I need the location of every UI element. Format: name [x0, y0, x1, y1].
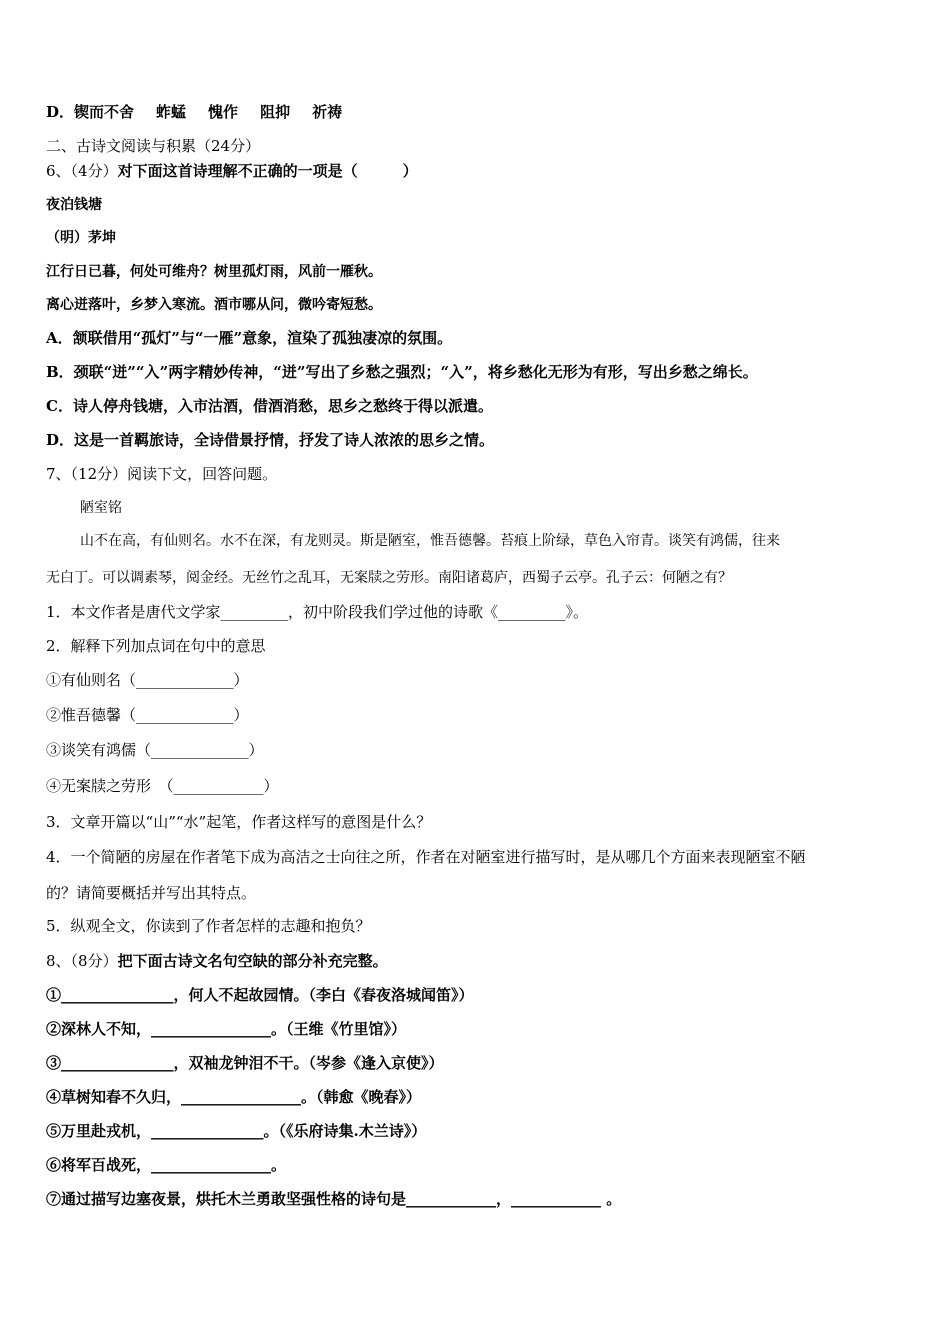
q8-item: ③_______________，双袖龙钟泪不干。（岑参《逢入京使》） — [46, 1054, 444, 1072]
option-label: D． — [46, 103, 75, 121]
q8-item: ②深林人不知，________________。（王维《竹里馆》） — [46, 1020, 407, 1038]
option-word: 阻抑 — [260, 103, 291, 121]
question-number: 8、（8分） — [46, 952, 118, 970]
q7-sub2-item: ②惟吾德馨（_____________） — [46, 706, 249, 724]
question-number: 7、（12分） — [46, 465, 128, 483]
q8-stem — [46, 951, 388, 971]
passage-title: 陋室铭 — [80, 500, 122, 516]
q5-option-d — [46, 102, 342, 122]
question-text: 阅读下文，回答问题。 — [127, 465, 278, 483]
q7-sub2-item: ①有仙则名（_____________） — [46, 671, 249, 689]
question-number: 6、（4分） — [46, 162, 118, 180]
q8-item: ④草树知春不久归，________________。（韩愈《晚春》） — [46, 1088, 422, 1106]
q7-stem — [46, 464, 277, 484]
passage-line: 无白丁。可以调素琴，阅金经。无丝竹之乱耳，无案牍之劳形。南阳诸葛庐，西蜀子云亭。孔子云：何陋之有？ — [46, 570, 732, 586]
q6-option-a: A．颔联借用“孤灯”与“一雁”意象，渲染了孤独凄凉的氛围。 — [46, 329, 453, 347]
q7-sub4: 4．一个简陋的房屋在作者笔下成为高洁之士向往之所，作者在对陋室进行描写时，是从哪几个方面来表现陋室不陋 — [46, 848, 806, 866]
q7-sub5: 5．纵观全文，你读到了作者怎样的志趣和抱负？ — [46, 917, 371, 935]
passage-line: 山不在高，有仙则名。水不在深，有龙则灵。斯是陋室，惟吾德馨。苔痕上阶绿，草色入帘青。谈笑有鸿儒，往来 — [80, 533, 780, 549]
q8-item: ⑥将军百战死，________________。 — [46, 1156, 287, 1174]
q6-option-d: D．这是一首羁旅诗，全诗借景抒情，抒发了诗人浓浓的思乡之情。 — [46, 431, 495, 449]
q7-sub2-item: ③谈笑有鸿儒（_____________） — [46, 741, 264, 759]
q8-item: ⑤万里赴戎机，_______________。（《乐府诗集.木兰诗》） — [46, 1122, 427, 1140]
poem-line: 离心迸落叶，乡梦入寒流。酒市哪从问，微吟寄短愁。 — [46, 297, 382, 313]
q6-option-b: B．颈联“迸”“入”两字精妙传神，“迸”写出了乡愁之强烈；“入”，将乡愁化无形为有形，写出乡愁之绵长。 — [46, 363, 758, 381]
poem-title: 夜泊钱塘 — [46, 197, 102, 213]
question-text: 对下面这首诗理解不正确的一项是（ ） — [117, 162, 418, 180]
q7-sub1: 1．本文作者是唐代文学家_________，初中阶段我们学过他的诗歌《_________》。 — [46, 603, 589, 621]
option-word: 锲而不舍 — [74, 103, 135, 121]
question-text: 把下面古诗文名句空缺的部分补充完整。 — [117, 952, 388, 970]
q7-sub4-cont: 的？请简要概括并写出其特点。 — [46, 884, 257, 902]
poem-author: （明）茅坤 — [46, 230, 116, 246]
q6-option-c: C．诗人停舟钱塘，入市沽酒，借酒消愁，思乡之愁终于得以派遣。 — [46, 397, 493, 415]
q8-item: ⑦通过描写边塞夜景，烘托木兰勇敢坚强性格的诗句是____________，____________ 。 — [46, 1190, 622, 1208]
section-heading: 二、古诗文阅读与积累（24分） — [46, 137, 261, 155]
q7-sub3: 3．文章开篇以“山”“水”起笔，作者这样写的意图是什么？ — [46, 813, 432, 831]
q8-item: ①_______________，何人不起故园情。（李白《春夜洛城闻笛》） — [46, 986, 474, 1004]
q7-sub2: 2．解释下列加点词在句中的意思 — [46, 637, 266, 655]
option-word: 愧作 — [208, 103, 239, 121]
option-word: 祈祷 — [312, 103, 343, 121]
poem-line: 江行日已暮，何处可维舟？树里孤灯雨，风前一雁秋。 — [46, 264, 382, 280]
option-word: 蚱蜢 — [156, 103, 187, 121]
q7-sub2-item: ④无案牍之劳形 （____________） — [46, 777, 279, 795]
q6-stem — [46, 161, 418, 181]
